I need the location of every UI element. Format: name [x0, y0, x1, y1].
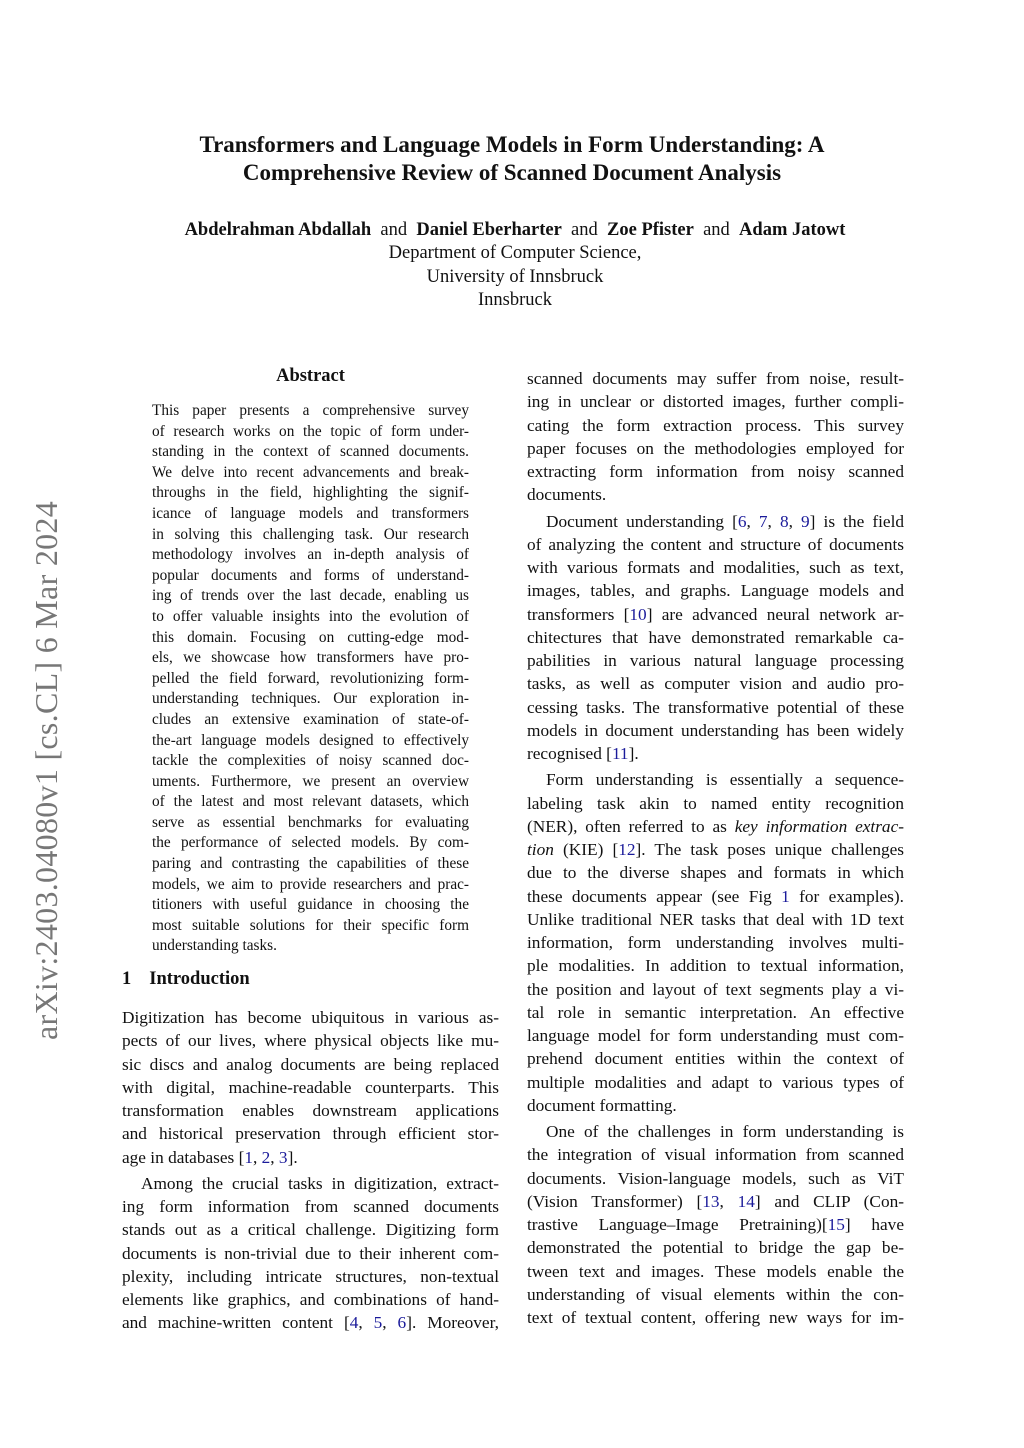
text-line: plexity, including intricate structures, non-textual	[122, 1266, 499, 1286]
author-name: Zoe Pfister	[607, 220, 694, 240]
text-line: documents.	[527, 485, 607, 505]
text-line: cessing tasks. The transformative potential of these	[527, 697, 904, 717]
text-line: text of textual content, offering new ways for im-	[527, 1308, 904, 1327]
text-line: documents. Vision-language models, such as ViT	[527, 1168, 904, 1188]
affiliation-line: University of Innsbruck	[426, 266, 604, 287]
text-line: Form understanding is essentially a sequence-	[546, 770, 904, 790]
abstract-heading: Abstract	[276, 366, 345, 386]
citation-link[interactable]: 14	[737, 1191, 755, 1211]
citation-link[interactable]: 3	[278, 1147, 288, 1167]
text-line: One of the challenges in form understanding is	[546, 1122, 904, 1141]
right-column	[527, 367, 904, 1332]
text-line: labeling task akin to named entity recognition	[527, 793, 904, 813]
title-line: Comprehensive Review of Scanned Document Analysis	[242, 160, 782, 185]
text-line: with digital, machine-readable counterparts. This	[122, 1077, 499, 1097]
section-number: 1	[122, 969, 132, 989]
text-line: demonstrated the potential to bridge the gap be-	[527, 1238, 904, 1258]
paragraph	[527, 510, 904, 766]
text-line: with various formats and modalities, such as text,	[527, 558, 904, 577]
paragraph	[527, 1120, 904, 1329]
text-line: transformers [10] are advanced neural network ar-	[527, 604, 904, 624]
abstract-body	[152, 401, 469, 957]
citation-link[interactable]: 7	[758, 511, 768, 531]
author-name: Adam Jatowt	[739, 220, 846, 240]
abstract-line: understanding techniques. Our exploration in-	[152, 690, 469, 708]
abstract-line: We delve into recent advancements and break-	[152, 463, 469, 481]
text-line: trastive Language–Image Pretraining)[15] have	[527, 1215, 904, 1234]
citation-link[interactable]: 9	[801, 511, 810, 531]
text-line: Document understanding [6, 7, 8, 9] is the field	[546, 511, 905, 531]
text-line: Unlike traditional NER tasks that deal with 1D text	[527, 909, 904, 929]
abstract-line: paring and contrasting the capabilities of these	[152, 855, 469, 873]
citation-link[interactable]: 15	[827, 1215, 845, 1234]
author-name: Daniel Eberharter	[416, 220, 562, 240]
citation-link[interactable]: 12	[618, 840, 636, 859]
paragraph	[527, 367, 904, 507]
left-column	[122, 1006, 499, 1338]
author-name: Abdelrahman Abdallah	[184, 220, 372, 240]
citation-link[interactable]: 11	[611, 744, 629, 763]
abstract-line: uments. Furthermore, we present an overview	[152, 772, 469, 790]
text-line: the position and layout of text segments play a vi-	[527, 979, 904, 999]
author-list	[0, 218, 1024, 242]
abstract-line: to offer valuable insights into the evolution of	[152, 607, 469, 625]
text-line: (NER), often referred to as key information extrac-	[527, 816, 904, 836]
abstract-line: pelled the field forward, revolutionizing form-	[152, 669, 469, 687]
text-line: these documents appear (see Fig 1 for examples).	[527, 886, 904, 906]
text-line: transformation enables downstream applications	[122, 1101, 499, 1120]
citation-link[interactable]: 2	[261, 1147, 271, 1167]
text-line: models in document understanding has been widely	[527, 720, 904, 740]
text-line: ple modalities. In addition to textual information,	[527, 956, 904, 976]
abstract-line: tackle the complexities of noisy scanned doc-	[152, 752, 469, 770]
abstract-line: icance of language models and transformers	[152, 504, 469, 522]
citation-link[interactable]: 5	[373, 1313, 383, 1333]
abstract-line: of research works on the topic of form under-	[152, 422, 469, 440]
abstract-line: standing in the context of scanned documents.	[152, 443, 469, 461]
text-line: and historical preservation through efficient stor-	[122, 1124, 499, 1144]
abstract-line: most suitable solutions for their specific form	[152, 916, 469, 934]
abstract-line: understanding tasks.	[152, 937, 277, 955]
text-line: understanding of visual elements within the con-	[527, 1284, 904, 1304]
text-line: Among the crucial tasks in digitization, extract-	[141, 1173, 499, 1193]
text-line: due to the diverse shapes and formats in which	[527, 863, 904, 883]
text-line: and machine-written content [4, 5, 6]. Moreover,	[122, 1313, 499, 1333]
text-line: document formatting.	[527, 1095, 677, 1115]
text-line: the integration of visual information from scanned	[527, 1145, 904, 1165]
text-line: information, form understanding involves multi-	[527, 933, 904, 952]
text-line: images, tables, and graphs. Language models and	[527, 581, 904, 601]
abstract-line: els, we showcase how transformers have pro-	[152, 649, 469, 667]
text-line: of analyzing the content and structure of documents	[527, 534, 904, 554]
abstract-line: the-art language models designed to effectively	[152, 731, 469, 749]
text-line: chitectures that have demonstrated remarkable ca-	[527, 627, 904, 647]
abstract-line: this domain. Focusing on cutting-edge mod-	[152, 628, 469, 646]
author-separator: and	[703, 220, 730, 240]
text-line: tasks, as well as computer vision and audio pro-	[527, 674, 904, 694]
citation-link[interactable]: 8	[779, 511, 789, 531]
paragraph	[122, 1172, 499, 1335]
abstract-line: in solving this challenging task. Our research	[152, 525, 469, 543]
citation-link[interactable]: 13	[702, 1191, 720, 1211]
citation-link[interactable]: 10	[629, 604, 647, 624]
text-line: sic discs and analog documents are being replaced	[122, 1054, 499, 1074]
citation-link[interactable]: 1	[244, 1147, 253, 1167]
author-separator: and	[571, 220, 598, 240]
text-line: pects of our lives, where physical objects like mu-	[122, 1031, 499, 1051]
citation-link[interactable]: 6	[737, 511, 747, 531]
affiliation	[0, 242, 1024, 313]
text-line: extracting form information from noisy scanned	[527, 462, 904, 481]
text-line: ing in unclear or distorted images, further compli-	[527, 392, 904, 412]
abstract-line: methodology involves an in-depth analysis of	[152, 546, 469, 564]
arxiv-identifier: arXiv:2403.04080v1 [cs.CL] 6 Mar 2024	[28, 500, 64, 1040]
text-line: Digitization has become ubiquitous in various as-	[122, 1008, 499, 1027]
section-heading	[122, 969, 268, 990]
paper-title	[0, 131, 1024, 187]
author-separator: and	[380, 220, 408, 240]
citation-link[interactable]: 6	[397, 1313, 407, 1333]
abstract-line: cludes an extensive examination of state-of-	[152, 710, 469, 728]
text-line: pabilities in various natural language processing	[527, 651, 904, 670]
citation-link[interactable]: 4	[349, 1313, 359, 1333]
text-line: multiple modalities and adapt to various types of	[527, 1072, 904, 1092]
title-line: Transformers and Language Models in Form Understanding: A	[199, 132, 825, 157]
figure-link[interactable]: 1	[781, 886, 790, 906]
paragraph	[122, 1006, 499, 1169]
text-line: recognised [11].	[527, 744, 639, 763]
abstract-line: popular documents and forms of understand-	[152, 566, 469, 584]
section-title: Introduction	[149, 969, 250, 989]
abstract-line: of the latest and most relevant datasets, which	[152, 793, 469, 811]
abstract-line: the performance of selected models. By com-	[152, 834, 469, 852]
abstract-line: serve as essential benchmarks for evaluating	[152, 813, 469, 831]
text-line: language model for form understanding must com-	[527, 1026, 904, 1045]
abstract-line: titioners with useful guidance in choosing the	[152, 896, 469, 914]
text-line: cating the form extraction process. This survey	[527, 415, 904, 435]
text-line: ing form information from scanned documents	[122, 1197, 499, 1216]
text-line: elements like graphics, and combinations of hand-	[122, 1290, 499, 1309]
paragraph	[527, 768, 904, 1117]
abstract-line: models, we aim to provide researchers and prac-	[152, 875, 469, 893]
abstract-line: throughs in the field, highlighting the signif-	[152, 484, 469, 502]
text-line: tal role in semantic interpretation. An effective	[527, 1002, 904, 1022]
text-line: (Vision Transformer) [13, 14] and CLIP (Con-	[527, 1191, 904, 1211]
text-line: prehend document entities within the context of	[527, 1049, 904, 1069]
text-line: scanned documents may suffer from noise, result-	[527, 369, 904, 388]
text-line: tween text and images. These models enable the	[527, 1261, 904, 1281]
affiliation-line: Department of Computer Science,	[388, 243, 642, 263]
abstract-line: ing of trends over the last decade, enabling us	[152, 587, 469, 605]
text-line: stands out as a critical challenge. Digitizing form	[122, 1220, 499, 1240]
text-line: age in databases [1, 2, 3].	[122, 1147, 298, 1167]
text-line: documents is non-trivial due to their inherent com-	[122, 1243, 499, 1263]
affiliation-line: Innsbruck	[478, 290, 552, 311]
abstract-line: This paper presents a comprehensive survey	[152, 402, 469, 419]
text-line: tion (KIE) [12]. The task poses unique challenges	[527, 840, 904, 859]
text-line: paper focuses on the methodologies employed for	[527, 438, 904, 458]
